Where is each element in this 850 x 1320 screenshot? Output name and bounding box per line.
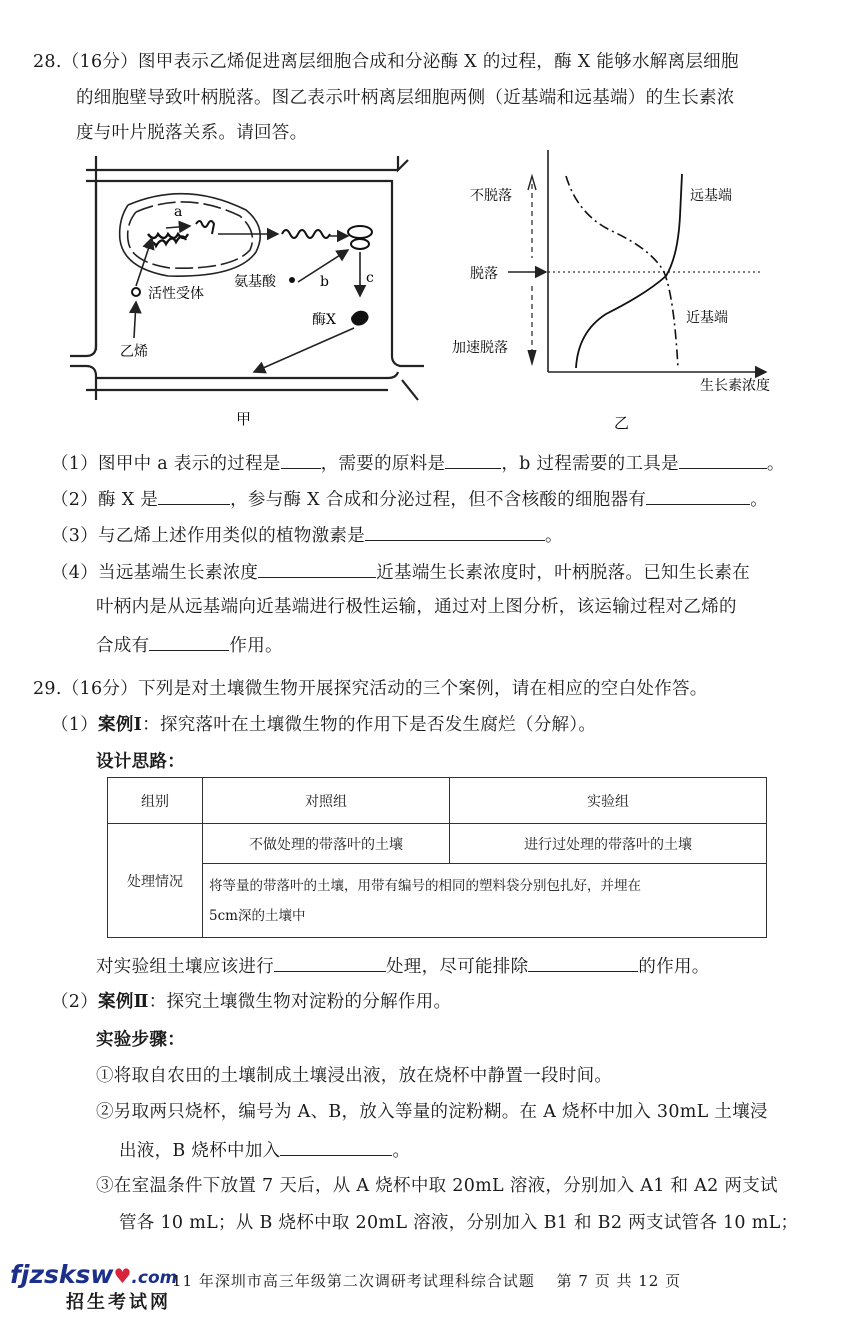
step2-line1: ②另取两只烧杯，编号为 A、B，放入等量的淀粉糊。在 A 烧杯中加入 30mL 土壤浸 xyxy=(96,1102,768,1122)
q29-intro: 29.（16分）下列是对土壤微生物开展探究活动的三个案例，请在相应的空白处作答。 xyxy=(33,679,708,699)
label-drop: 脱落 xyxy=(470,266,498,282)
dna-helix xyxy=(146,234,188,248)
th-control: 对照组 xyxy=(203,778,450,824)
caption-yi: 乙 xyxy=(614,414,630,432)
design-title: 设计思路： xyxy=(96,752,185,772)
control-cell: 不做处理的带落叶的土壤 xyxy=(203,824,450,864)
q28-sub4-line2: 叶柄内是从远基端向近基端进行极性运输，通过对上图分析，该运输过程对乙烯的 xyxy=(96,597,737,617)
step1: ①将取自农田的土壤制成土壤浸出液，放在烧杯中静置一段时间。 xyxy=(96,1066,613,1086)
label-no-drop: 不脱落 xyxy=(470,188,512,204)
q28-sub3: （3）与乙烯上述作用类似的植物激素是 。 xyxy=(51,523,563,547)
figure-jia xyxy=(68,150,428,440)
enzyme-x-label: 酶X xyxy=(312,312,336,328)
ribosome xyxy=(348,226,372,238)
mrna-cytoplasm xyxy=(282,230,330,238)
th-experiment: 实验组 xyxy=(450,778,767,824)
q28-line3: 度与叶片脱落关系。请回答。 xyxy=(76,123,308,143)
label-proximal: 近基端 xyxy=(686,310,728,326)
figure-yi xyxy=(446,146,816,440)
nucleus-membrane xyxy=(120,194,261,277)
q28-sub4-line3: 合成有 作用。 xyxy=(96,633,283,657)
q28-sub4: （4）当远基端生长素浓度 近基端生长素浓度时，叶柄脱落。已知生长素在 xyxy=(51,560,750,584)
label-c: c xyxy=(366,270,374,286)
label-a: a xyxy=(174,204,183,220)
label-accel-drop: 加速脱落 xyxy=(452,340,508,356)
caption-jia: 甲 xyxy=(236,410,252,428)
site-logo: fjzsksw♥.com xyxy=(10,1260,178,1289)
q28-sub2: （2）酶 X 是 ，参与酶 X 合成和分泌过程，但不含核酸的细胞器有 。 xyxy=(51,487,768,511)
ethylene-label: 乙烯 xyxy=(120,344,148,360)
q28-line2: 的细胞壁导致叶柄脱落。图乙表示叶柄离层细胞两侧（近基端和远基端）的生长素浓 xyxy=(76,88,735,108)
step3-line2: 管各 10 mL；从 B 烧杯中取 20mL 溶液，分别加入 B1 和 B2 两支试管各 10 mL； xyxy=(119,1213,799,1233)
receptor-label: 活性受体 xyxy=(148,286,204,302)
receptor-icon xyxy=(132,288,140,296)
mrna-squiggle xyxy=(196,221,214,234)
steps-title: 实验步骤： xyxy=(96,1030,185,1050)
x-axis-label: 生长素浓度 xyxy=(700,378,770,394)
step2-line2: 出液，B 烧杯中加入 。 xyxy=(119,1138,410,1162)
distal-curve xyxy=(576,174,682,368)
step3-line1: ③在室温条件下放置 7 天后，从 A 烧杯中取 20mL 溶液，分别加入 A1 和 A2 两支试 xyxy=(96,1176,778,1196)
q28-line1: 28.（16分）图甲表示乙烯促进离层细胞合成和分泌酶 X 的过程，酶 X 能够水解离层细胞 xyxy=(33,52,739,72)
label-b: b xyxy=(320,274,329,290)
site-logo-subtitle: 招生考试网 xyxy=(66,1292,171,1313)
page-footer: 11 年深圳市高三年级第二次调研考试理科综合试题 第 7 页 共 12 页 xyxy=(172,1272,682,1290)
th-group: 组别 xyxy=(108,778,203,824)
experiment-cell: 进行过处理的带落叶的土壤 xyxy=(450,824,767,864)
heart-icon: ♥ xyxy=(113,1264,132,1288)
cell-wall-outer xyxy=(70,156,96,356)
q29-case1-title: （1）案例Ⅰ：探究落叶在土壤微生物的作用下是否发生腐烂（分解）。 xyxy=(51,715,597,735)
label-distal: 远基端 xyxy=(690,188,732,204)
merged-cell: 将等量的带落叶的土壤，用带有编号的相同的塑料袋分别包扎好，并埋在 5cm深的土壤中 xyxy=(203,864,767,938)
case1-after: 对实验组土壤应该进行 处理，尽可能排除 的作用。 xyxy=(96,954,710,978)
row-label: 处理情况 xyxy=(108,824,203,938)
q29-case2-title: （2）案例Ⅱ：探究土壤微生物对淀粉的分解作用。 xyxy=(51,992,452,1012)
q28-sub1: （1）图甲中 a 表示的过程是 ，需要的原料是 ，b 过程需要的工具是 。 xyxy=(51,451,785,475)
enzyme-x-blob xyxy=(351,311,369,326)
design-table xyxy=(107,777,767,938)
amino-acid-label: 氨基酸 xyxy=(234,274,276,290)
